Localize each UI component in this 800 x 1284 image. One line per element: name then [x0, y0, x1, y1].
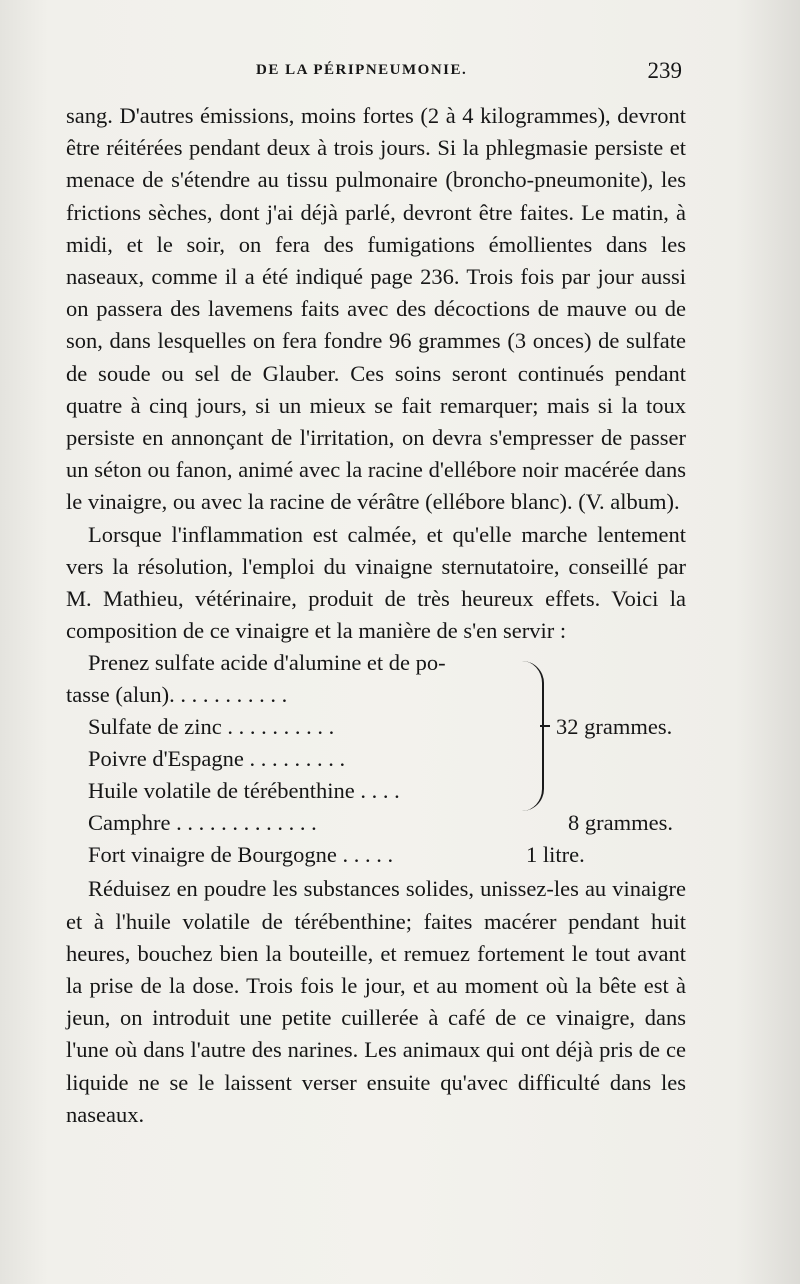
quantity-vinaigre: 1 litre.	[526, 842, 585, 868]
paragraph-treatment: sang. D'autres émissions, moins fortes (2 à 4 kilogrammes), devront être réitérées pendant deux à trois jours. Si la phlegmasie persiste et menace de s'étendre au tissu pulmonaire (broncho-pneumonite), les frictions sèches, dont j'ai déjà parlé, devront être faites. Le matin, à midi, et le soir, on fera des fumigations émollientes dans les naseaux, comme il a été indiqué page 236. Trois fois par jour aussi on passera des lavemens faits avec des décoctions de mauve ou de son, dans lesquelles on fera fondre 96 grammes (3 onces) de sulfate de soude ou sel de Glauber. Ces soins seront continués pendant quatre à cinq jours, si un mieux se fait remarquer; mais si la toux persiste en annonçant de l'irritation, on devra s'empresser de passer un séton ou fanon, animé avec la racine d'ellébore noir macérée dans le vinaigre, ou avec la racine de vérâtre (ellébore blanc). (V. album).	[66, 103, 686, 515]
recipe-line-vinaigre: Fort vinaigre de Bourgogne . . . . .	[88, 842, 394, 868]
paragraph-instructions: Réduisez en poudre les substances solides, unissez-les au vinaigre et à l'huile volatile de térébenthine; faites macérer pendant huit heures, bouchez bien la bouteille, et remuez fortement le tout avant la prise de la dose. Trois fois le jour, et au moment où la bête est à jeun, on introduit une petite cuillerée à café de ce vinaigre, dans l'une où dans l'autre des narines. Les animaux qui ont déjà pris de ce liquide ne se le laissent verser ensuite qu'avec difficulté dans les naseaux.	[66, 876, 686, 1127]
quantity-group: 32 grammes.	[556, 714, 673, 740]
recipe-line-camphre: Camphre . . . . . . . . . . . . .	[88, 810, 317, 836]
recipe-line-zinc: Sulfate de zinc . . . . . . . . . .	[88, 714, 335, 740]
page-number: 239	[647, 58, 682, 83]
recipe-line-poivre: Poivre d'Espagne . . . . . . . . .	[88, 746, 346, 772]
paragraph-vinegar-intro: Lorsque l'inflammation est calmée, et qu'elle marche lentement vers la résolution, l'emploi du vinaigne sternutatoire, conseillé par M. Mathieu, vétérinaire, produit de très heureux effets. Voici la composition de ce vinaigre et la manière de s'en servir :	[66, 521, 686, 644]
recipe-line-huile: Huile volatile de térébenthine . . . .	[88, 778, 400, 804]
quantity-camphre: 8 grammes.	[568, 810, 673, 836]
recipe-line-alun-1: Prenez sulfate acide d'alumine et de po-	[88, 650, 446, 676]
recipe-line-alun-2: tasse (alun). . . . . . . . . . .	[66, 682, 288, 708]
recipe-list	[66, 647, 686, 873]
running-title: DE LA PÉRIPNEUMONIE.	[256, 62, 468, 78]
body-text	[66, 100, 686, 1131]
brace-icon	[520, 661, 544, 811]
brace-point-icon	[540, 725, 550, 727]
